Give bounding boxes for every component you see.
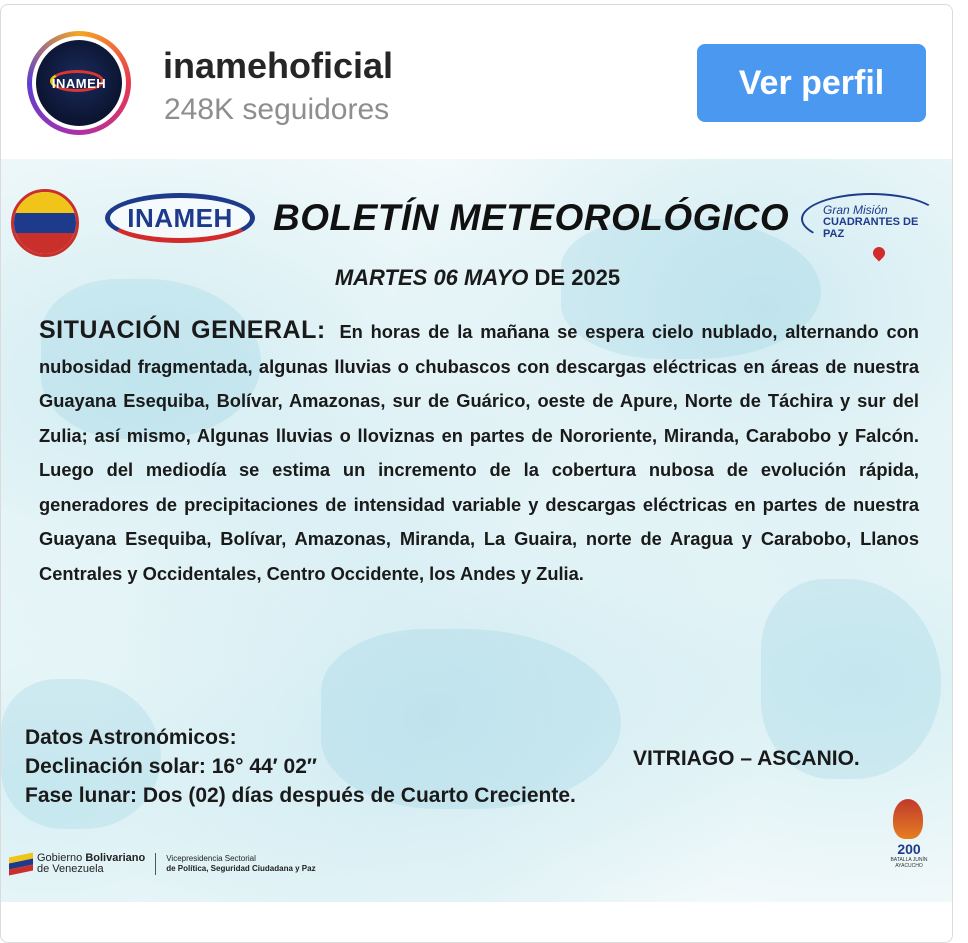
bulletin-date: MARTES 06 MAYO DE 2025 bbox=[334, 265, 621, 290]
situation-label: SITUACIÓN GENERAL: bbox=[39, 316, 326, 344]
footer-divider bbox=[155, 853, 156, 875]
profile-header bbox=[1, 5, 952, 157]
bulletin-authors: VITRIAGO – ASCANIO. bbox=[633, 747, 860, 770]
follower-count: 248K seguidores bbox=[164, 93, 390, 126]
vice-presidency-name: Vicepresidencia Sectorial de Política, Seguridad Ciudadana y Paz bbox=[166, 854, 316, 873]
bulletin-image[interactable] bbox=[1, 159, 953, 902]
government-name: Gobierno Bolivariano de Venezuela bbox=[37, 852, 146, 875]
astro-declination: Declinación solar: 16° 44′ 02″ bbox=[25, 755, 317, 778]
bicentenary-logo: 200 BATALLA JUNÍN AYACUCHO bbox=[887, 799, 931, 879]
government-footer bbox=[9, 853, 316, 875]
coat-of-arms-icon bbox=[11, 189, 79, 257]
general-situation bbox=[39, 313, 919, 591]
avatar-logo-text: INAMEH bbox=[51, 75, 107, 91]
inameh-logo: INAMEH bbox=[105, 193, 255, 243]
venezuela-flag-icon bbox=[9, 852, 33, 875]
astro-title: Datos Astronómicos: bbox=[25, 726, 237, 749]
account-name[interactable]: inamehoficial bbox=[163, 45, 394, 86]
profile-avatar[interactable] bbox=[27, 31, 131, 135]
map-pin-icon bbox=[871, 245, 888, 262]
bulletin-title: BOLETÍN METEOROLÓGICO bbox=[273, 197, 790, 238]
astro-moon-phase: Fase lunar: Dos (02) días después de Cuarto Creciente. bbox=[25, 784, 576, 807]
astronomical-data bbox=[25, 723, 576, 810]
instagram-embed-card bbox=[0, 4, 953, 943]
view-profile-button[interactable]: Ver perfil bbox=[697, 44, 926, 122]
torch-icon bbox=[893, 799, 923, 839]
situation-text: En horas de la mañana se espera cielo nublado, alternando con nubosidad fragmentada, algunas lluvias o chubascos con descargas eléctricas en áreas de nuestra Guayana Esequiba, Bolívar, Amazonas, sur de Guárico, oeste de Apure, Norte de Táchira y sur del Zulia; así mismo, Algunas lluvias o lloviznas en partes de Nororiente, Miranda, Carabobo y Falcón. Luego del mediodía se estima un incremento de la cobertura nubosa de evolución rápida, generadores de precipitaciones de intensidad variable y descargas eléctricas en partes de nuestra Guayana Esequiba, Bolívar, Amazonas, Miranda, La Guaira, norte de Aragua y Carabobo, Llanos Centrales y Occidentales, Centro Occidente, los Andes y Zulia. bbox=[39, 321, 919, 584]
gran-mision-logo: Gran Misión CUADRANTES DE PAZ bbox=[801, 189, 941, 249]
